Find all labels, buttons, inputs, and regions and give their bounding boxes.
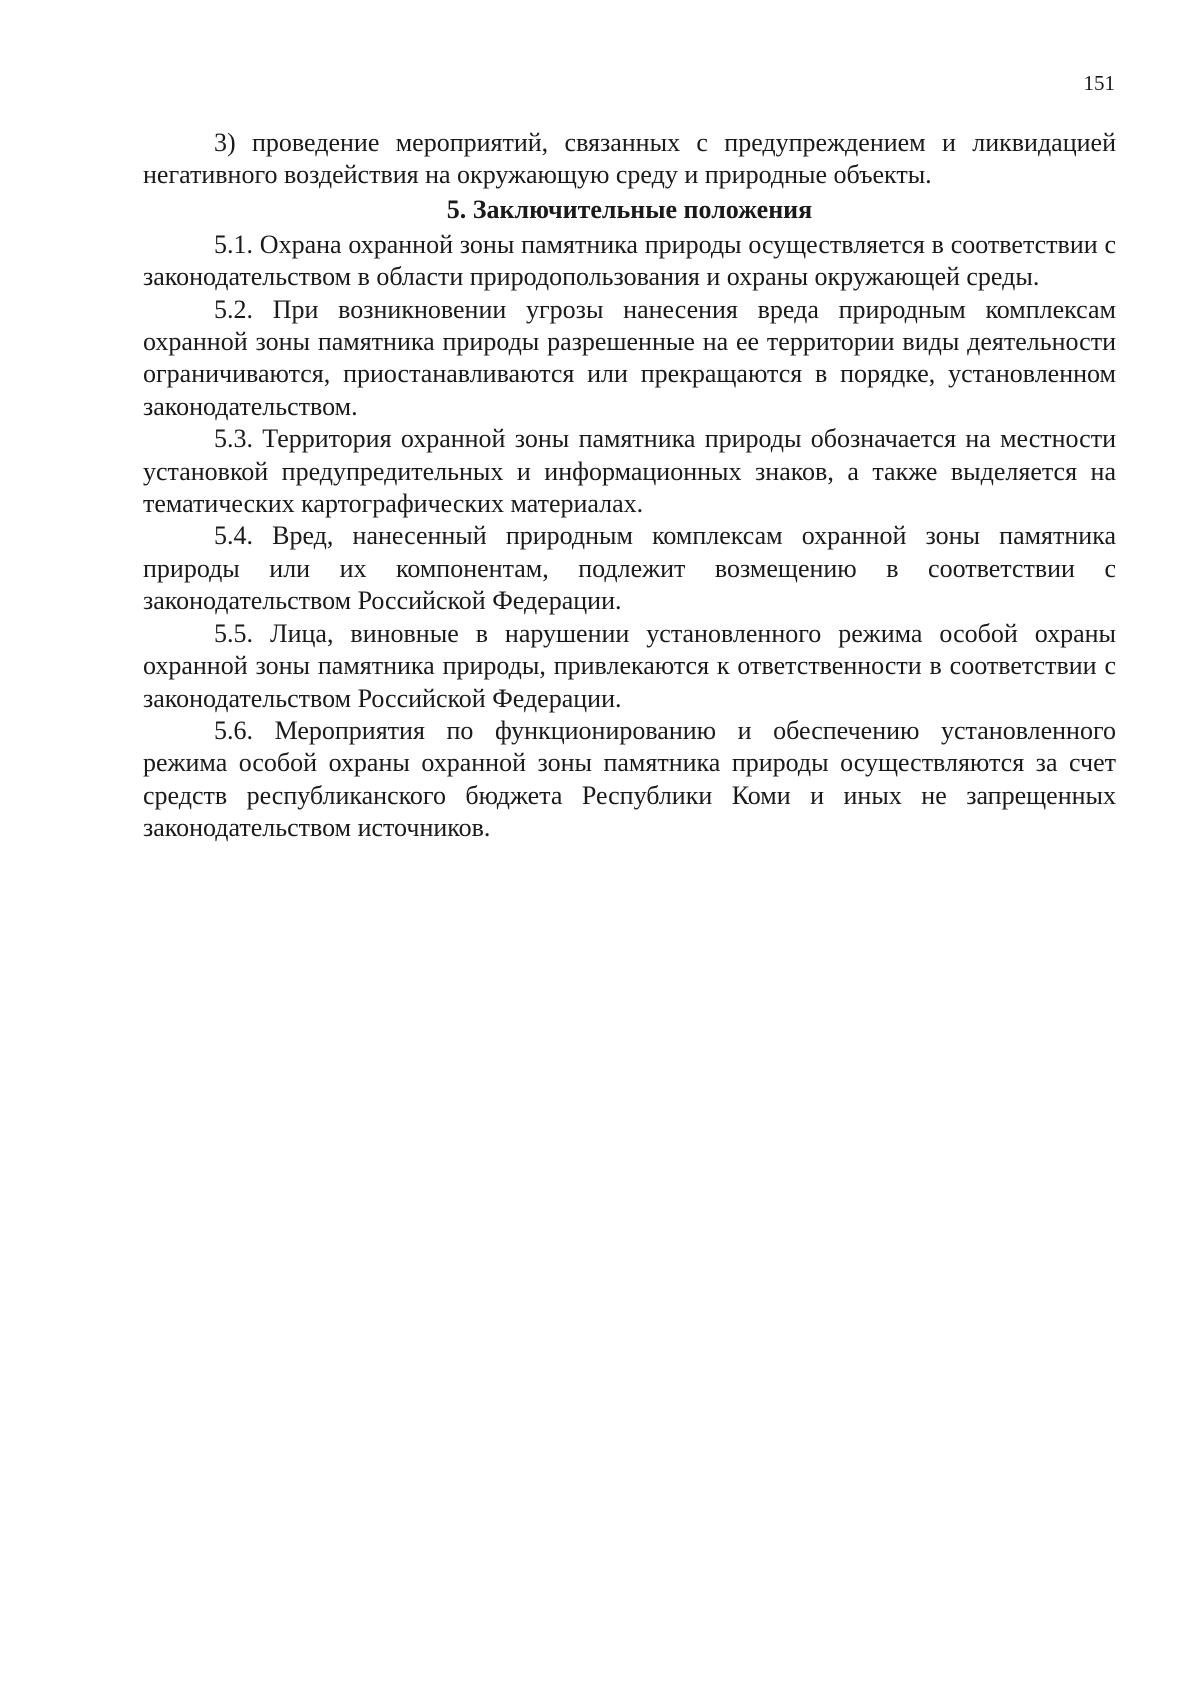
page-number: 151 — [1083, 71, 1115, 95]
intro-paragraph: 3) проведение мероприятий, связанных с предупреждением и ликвидацией негативного воздействия на окружающую среду и природные объекты. — [143, 128, 1116, 190]
paragraph-5-1: 5.1. Охрана охранной зоны памятника природы осуществляется в соответствии с законодательством в области природопользования и охраны окружающей среды. — [143, 229, 1116, 292]
paragraph-5-6: 5.6. Мероприятия по функционированию и обеспечению установленного режима особой охраны охранной зоны памятника природы осуществляются за счет средств республиканского бюджета Республики Коми и иных не запрещенных законодательством источников. — [143, 715, 1116, 843]
paragraph-5-4: 5.4. Вред, нанесенный природным комплексам охранной зоны памятника природы или их компонентам, подлежит возмещению в соответствии с законодательством Российской Федерации. — [143, 521, 1116, 616]
paragraph-5-3: 5.3. Территория охранной зоны памятника природы обозначается на местности установкой предупредительных и информационных знаков, а также выделяется на тематических картографических материалах. — [143, 424, 1116, 519]
paragraph-5-5: 5.5. Лица, виновные в нарушении установленного режима особой охраны охранной зоны памятника природы, привлекаются к ответственности в соответствии с законодательством Российской Федерации. — [143, 618, 1116, 713]
document-body — [143, 127, 1116, 845]
paragraph-5-2: 5.2. При возникновении угрозы нанесения вреда природным комплексам охранной зоны памятника природы разрешенные на ее территории виды деятельности ограничиваются, приостанавливаются или прекращаются в порядке, установленном законодательством. — [143, 294, 1116, 421]
section-heading: 5. Заключительные положения — [446, 194, 813, 224]
